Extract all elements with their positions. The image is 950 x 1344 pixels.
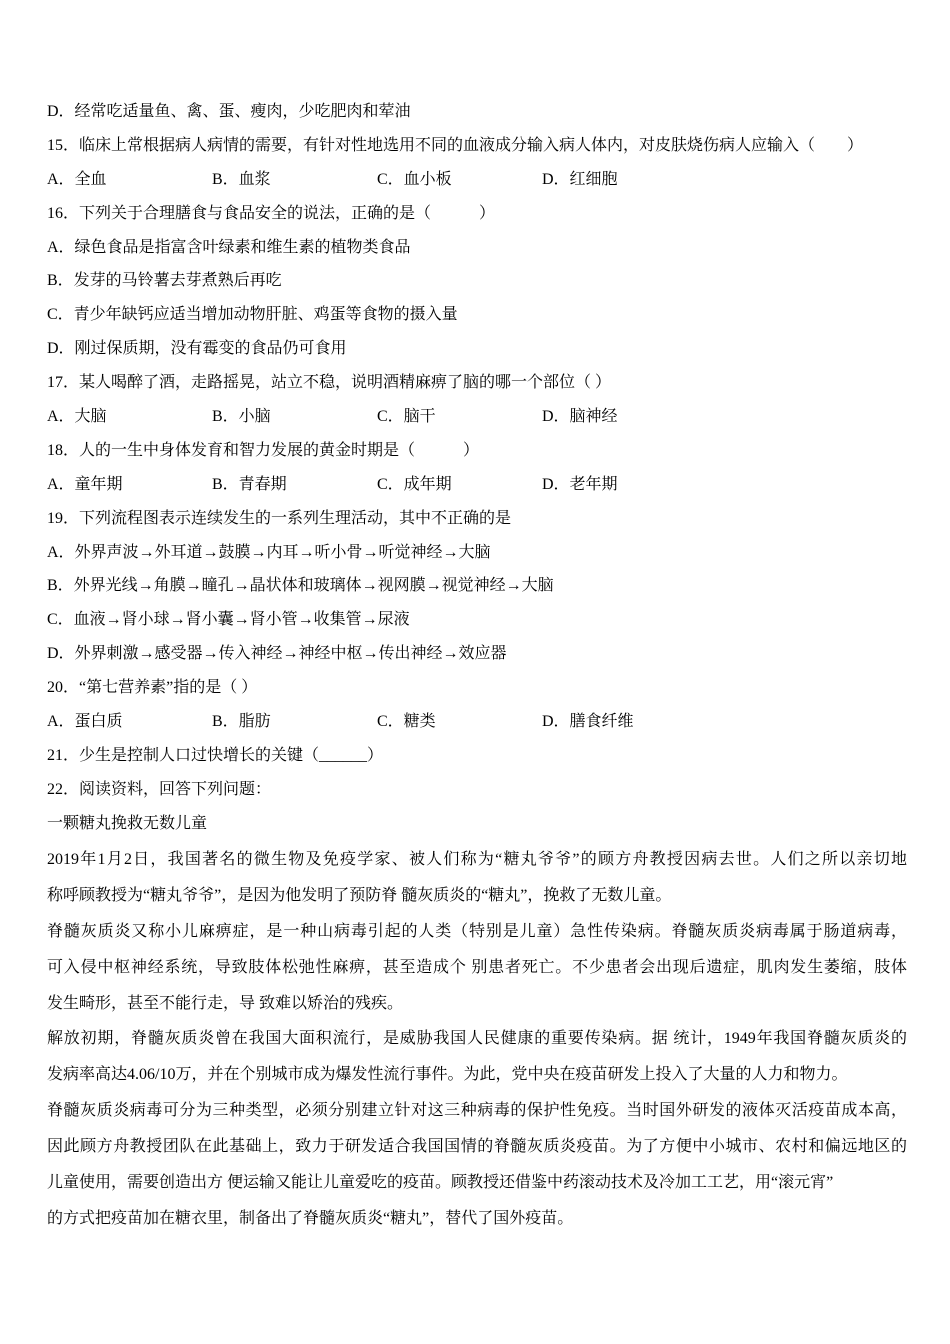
option: A．蛋白质 xyxy=(47,713,123,731)
passage-line: 称呼顾教授为“糖丸爷爷”，是因为他发明了预防脊 髓灰质炎的“糖丸”，挽救了无数儿童。 xyxy=(47,886,672,904)
passage-line: 可入侵中枢神经系统，导致肢体松弛性麻痹，甚至造成个 别患者死亡。不少患者会出现后遗症，肌肉发生萎缩，肢体 xyxy=(47,958,907,976)
text-line: 15．临床上常根据病人病情的需要，有针对性地选用不同的血液成分输入病人体内，对皮肤烧伤病人应输入（ ） xyxy=(47,136,864,154)
passage-line: 发病率高达4.06/10万，并在个别城市成为爆发性流行事件。为此，党中央在疫苗研发上投入了大量的人力和物力。 xyxy=(47,1066,848,1084)
option: D．红细胞 xyxy=(542,170,618,188)
text-line: B．外界光线→角膜→瞳孔→晶状体和玻璃体→视网膜→视觉神经→大脑 xyxy=(47,577,554,595)
passage-line: 2019年1月2日，我国著名的微生物及免疫学家、被人们称为“糖丸爷爷”的顾方舟教授因病去世。人们之所以亲切地 xyxy=(47,851,907,868)
option: C．脑干 xyxy=(377,408,436,426)
text-line: C．青少年缺钙应适当增加动物肝脏、鸡蛋等食物的摄入量 xyxy=(47,306,458,324)
reading-passage xyxy=(47,848,907,1243)
options-row xyxy=(47,405,907,439)
passage-line: 因此顾方舟教授团队在此基础上，致力于研发适合我国国情的脊髓灰质炎疫苗。为了方便中小城市、农村和偏远地区的 xyxy=(47,1138,907,1156)
passage-line: 发生畸形，甚至不能行走，导 致难以矫治的残疾。 xyxy=(47,994,404,1012)
question-list xyxy=(47,100,907,846)
options-row xyxy=(47,710,907,744)
text-line: A．外界声波→外耳道→鼓膜→内耳→听小骨→听觉神经→大脑 xyxy=(47,543,491,561)
text-line: C．血液→肾小球→肾小囊→肾小管→收集管→尿液 xyxy=(47,611,410,629)
passage-line: 脊髓灰质炎病毒可分为三种类型，必须分别建立针对这三种病毒的保护性免疫。当时国外研发的液体灭活疫苗成本高， xyxy=(47,1102,907,1120)
options-row xyxy=(47,168,907,202)
option: D．脑神经 xyxy=(542,408,618,426)
option: A．大脑 xyxy=(47,408,107,426)
passage-line: 的方式把疫苗加在糖衣里，制备出了脊髓灰质炎“糖丸”，替代了国外疫苗。 xyxy=(47,1209,574,1227)
text-line: 21．少生是控制人口过快增长的关键（______） xyxy=(47,746,384,764)
text-line: 20．“第七营养素”指的是（ ） xyxy=(47,679,258,697)
text-line: D．刚过保质期，没有霉变的食品仍可食用 xyxy=(47,340,347,358)
text-line: 22．阅读资料，回答下列问题： xyxy=(47,780,272,798)
text-line: B．发芽的马铃薯去芽煮熟后再吃 xyxy=(47,272,282,290)
text-line: 17．某人喝醉了酒，走路摇晃，站立不稳，说明酒精麻痹了脑的哪一个部位（ ） xyxy=(47,374,612,392)
text-line: 19．下列流程图表示连续发生的一系列生理活动，其中不正确的是 xyxy=(47,509,512,527)
text-line: D．外界刺激→感受器→传入神经→神经中枢→传出神经→效应器 xyxy=(47,645,507,663)
option: B．小脑 xyxy=(212,408,271,426)
option: B．血浆 xyxy=(212,170,271,188)
text-line: 18．人的一生中身体发育和智力发展的黄金时期是（ ） xyxy=(47,441,480,459)
option: D．膳食纤维 xyxy=(542,713,634,731)
option: C．糖类 xyxy=(377,713,436,731)
option: A．童年期 xyxy=(47,475,123,493)
passage-line: 脊髓灰质炎又称小儿麻痹症，是一种山病毒引起的人类（特别是儿童）急性传染病。脊髓灰质炎病毒属于肠道病毒， xyxy=(47,922,907,940)
option: B．脂肪 xyxy=(212,713,271,731)
text-line: D．经常吃适量鱼、禽、蛋、瘦肉，少吃肥肉和荤油 xyxy=(47,103,411,120)
passage-line: 儿童使用，需要创造出方 便运输又能让儿童爱吃的疫苗。顾教授还借鉴中药滚动技术及冷加工工艺，用“滚元宵” xyxy=(47,1174,834,1192)
option: A．全血 xyxy=(47,170,107,188)
option: C．血小板 xyxy=(377,170,452,188)
option: C．成年期 xyxy=(377,475,452,493)
text-line: A．绿色食品是指富含叶绿素和维生素的植物类食品 xyxy=(47,238,411,256)
option: B．青春期 xyxy=(212,475,287,493)
options-row xyxy=(47,473,907,507)
passage-line: 解放初期，脊髓灰质炎曾在我国大面积流行，是威胁我国人民健康的重要传染病。据 统计，1949年我国脊髓灰质炎的 xyxy=(47,1030,907,1048)
text-line: 一颗糖丸挽救无数儿童 xyxy=(47,814,208,832)
text-line: 16．下列关于合理膳食与食品安全的说法，正确的是（ ） xyxy=(47,204,496,222)
option: D．老年期 xyxy=(542,475,618,493)
